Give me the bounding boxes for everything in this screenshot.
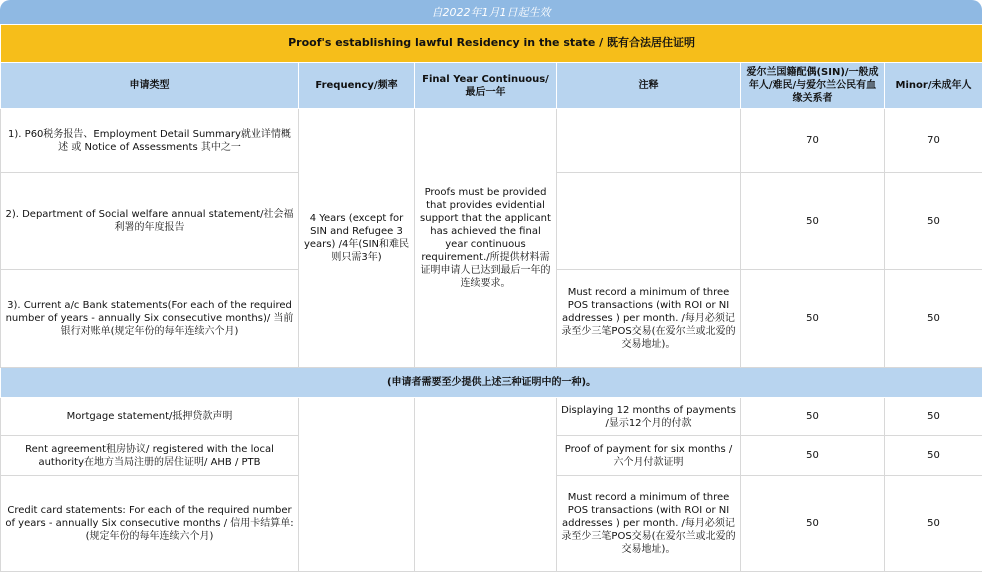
minor-score-cell: 50: [885, 398, 982, 436]
note-cell: [557, 109, 741, 173]
doc-type-cell: Credit card statements: For each of the required number of years - annually Six consecutive months / 信用卡结算单:(规定年份的每年连续六个月): [1, 476, 299, 572]
sin-score-cell: 50: [741, 270, 885, 368]
doc-type-cell: 1). P60税务报告、Employment Detail Summary就业详情概述 或 Notice of Assessments 其中之一: [1, 109, 299, 173]
doc-type-cell: 3). Current a/c Bank statements(For each of the required number of years - annually Six consecutive months)/ 当前银行对账单(规定年份的每年连续六个月): [1, 270, 299, 368]
doc-type-cell: 2). Department of Social welfare annual statement/社会福利署的年度报告: [1, 173, 299, 270]
effective-date-banner: 自2022年1月1日起生效: [0, 0, 982, 24]
minor-score-cell: 50: [885, 476, 982, 572]
doc-type-cell: Mortgage statement/抵押贷款声明: [1, 398, 299, 436]
final-year-cell: Proofs must be provided that provides evidential support that the applicant has achieved the final year continuous requirement./所提供材料需证明申请人已达到最后一年的连续要求。: [415, 109, 557, 368]
note-cell: Proof of payment for six months /六个月付款证明: [557, 436, 741, 476]
requirement-note: (申请者需要至少提供上述三种证明中的一种)。: [1, 368, 982, 398]
sin-score-cell: 50: [741, 173, 885, 270]
doc-type-cell: Rent agreement租房协议/ registered with the local authority在地方当局注册的居住证明/ AHB / PTB: [1, 436, 299, 476]
residency-proof-table: [0, 24, 982, 572]
note-cell: [557, 173, 741, 270]
header-minor: Minor/未成年人: [885, 63, 982, 109]
section-title-row: [1, 25, 982, 63]
table-row: [1, 398, 982, 436]
minor-score-cell: 50: [885, 270, 982, 368]
header-sin: 爱尔兰国籍配偶(SIN)/一般成年人/难民/与爱尔兰公民有血缘关系者: [741, 63, 885, 109]
note-cell: Must record a minimum of three POS transactions (with ROI or NI addresses ) per month. /每月必须记录至少三笔POS交易(在爱尔兰或北爱的交易地址)。: [557, 476, 741, 572]
frequency-cell: 4 Years (except for SIN and Refugee 3 years) /4年(SIN和难民则只需3年): [299, 109, 415, 368]
table-row: [1, 109, 982, 173]
minor-score-cell: 50: [885, 436, 982, 476]
section-title: Proof's establishing lawful Residency in the state / 既有合法居住证明: [1, 25, 982, 63]
sin-score-cell: 50: [741, 436, 885, 476]
frequency-cell-empty: [299, 398, 415, 572]
final-year-cell-empty: [415, 398, 557, 572]
sin-score-cell: 50: [741, 398, 885, 436]
header-frequency: Frequency/频率: [299, 63, 415, 109]
sin-score-cell: 70: [741, 109, 885, 173]
header-row: [1, 63, 982, 109]
minor-score-cell: 50: [885, 173, 982, 270]
header-final-year: Final Year Continuous/最后一年: [415, 63, 557, 109]
note-cell: Displaying 12 months of payments /显示12个月的付款: [557, 398, 741, 436]
minor-score-cell: 70: [885, 109, 982, 173]
sin-score-cell: 50: [741, 476, 885, 572]
requirement-note-row: [1, 368, 982, 398]
header-type: 申请类型: [1, 63, 299, 109]
header-notes: 注释: [557, 63, 741, 109]
note-cell: Must record a minimum of three POS transactions (with ROI or NI addresses ) per month. /每月必须记录至少三笔POS交易(在爱尔兰或北爱的交易地址)。: [557, 270, 741, 368]
